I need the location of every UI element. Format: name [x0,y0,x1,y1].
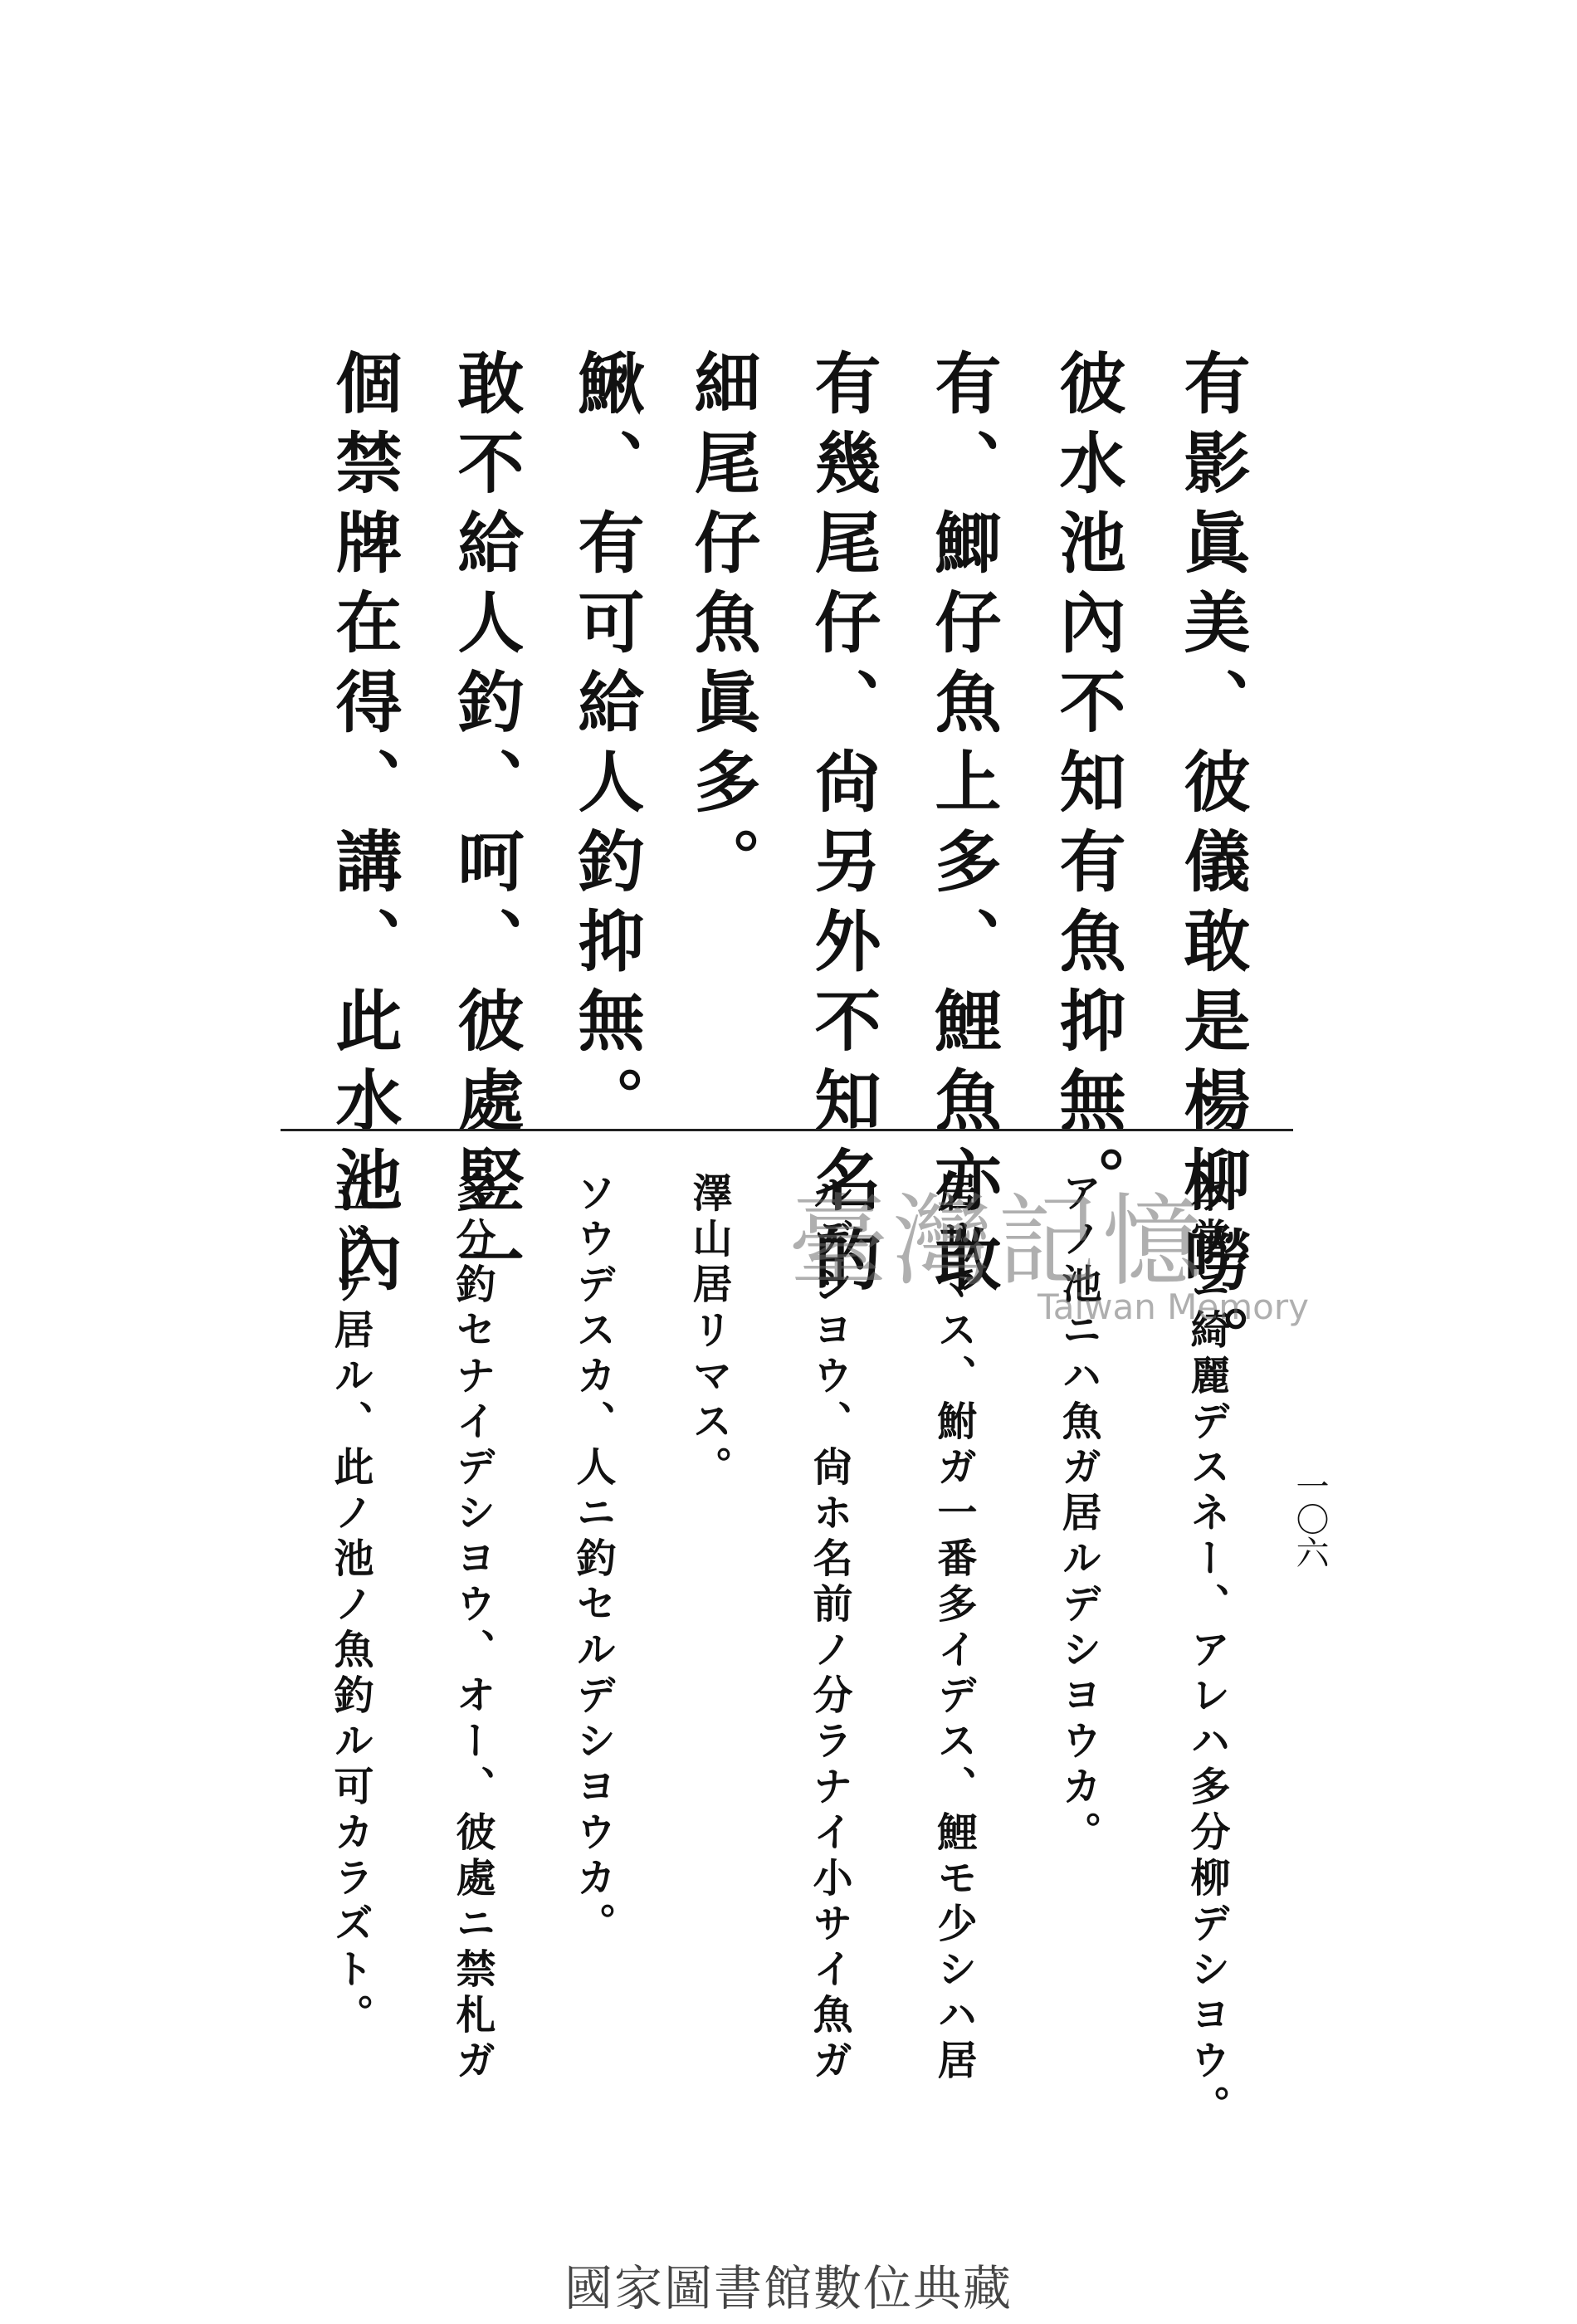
lower-text-column-6: ソウデスカ、人ニ釣セルデシヨウカ。 [569,1172,616,1948]
upper-text-column-6: 鰍、有可給人釣抑無。 [567,349,645,1145]
lower-text-column-5: 澤山居リマス。 [686,1172,732,1492]
page-number: 一〇六 [1291,1469,1329,1569]
lower-text-column-3: 居リマス、鮒ガ一番多イデス、鯉モ少シハ居 [930,1172,977,2085]
upper-text-column-7: 敢不給人釣、呵、彼處竪一 [447,349,525,1305]
lower-text-column-7: 多分釣セナイデシヨウ、オー、彼處ニ禁札ガ [449,1172,496,2085]
upper-text-column-4: 有幾尾仔、尙另外不知名的 [803,349,881,1305]
upper-text-column-2: 彼水池內不知有魚抑無。 [1048,349,1126,1225]
lower-text-column-8: 立ツテ居ル、此ノ池ノ魚釣ル可カラズト。 [327,1172,374,2039]
upper-text-column-5: 細尾仔魚眞多。 [683,349,761,906]
divider-rule [281,1129,1293,1131]
lower-text-column-1: 本當ニ綺麗デスネー、アレハ多分柳デシヨウ。 [1184,1172,1230,2131]
upper-text-column-3: 有、鯽仔魚上多、鯉魚亦敢 [924,349,1002,1305]
footer-credit: 國家圖書館數位典藏 [564,2260,1013,2317]
lower-text-column-4: ルデシヨウ、尙ホ名前ノ分ラナイ小サイ魚ガ [806,1172,852,2085]
upper-text-column-1: 有影眞美、彼儀敢是楊柳嘮。 [1173,349,1251,1384]
watermark-title: 臺灣記憶 [788,1184,1207,1300]
lower-text-column-2: アノ池ニハ魚ガ居ルデシヨウカ。 [1055,1172,1101,1857]
upper-text-column-8: 個禁牌在得、講、此水池內 [325,349,403,1305]
watermark-subtitle: Taiwan Memory [1038,1286,1309,1327]
